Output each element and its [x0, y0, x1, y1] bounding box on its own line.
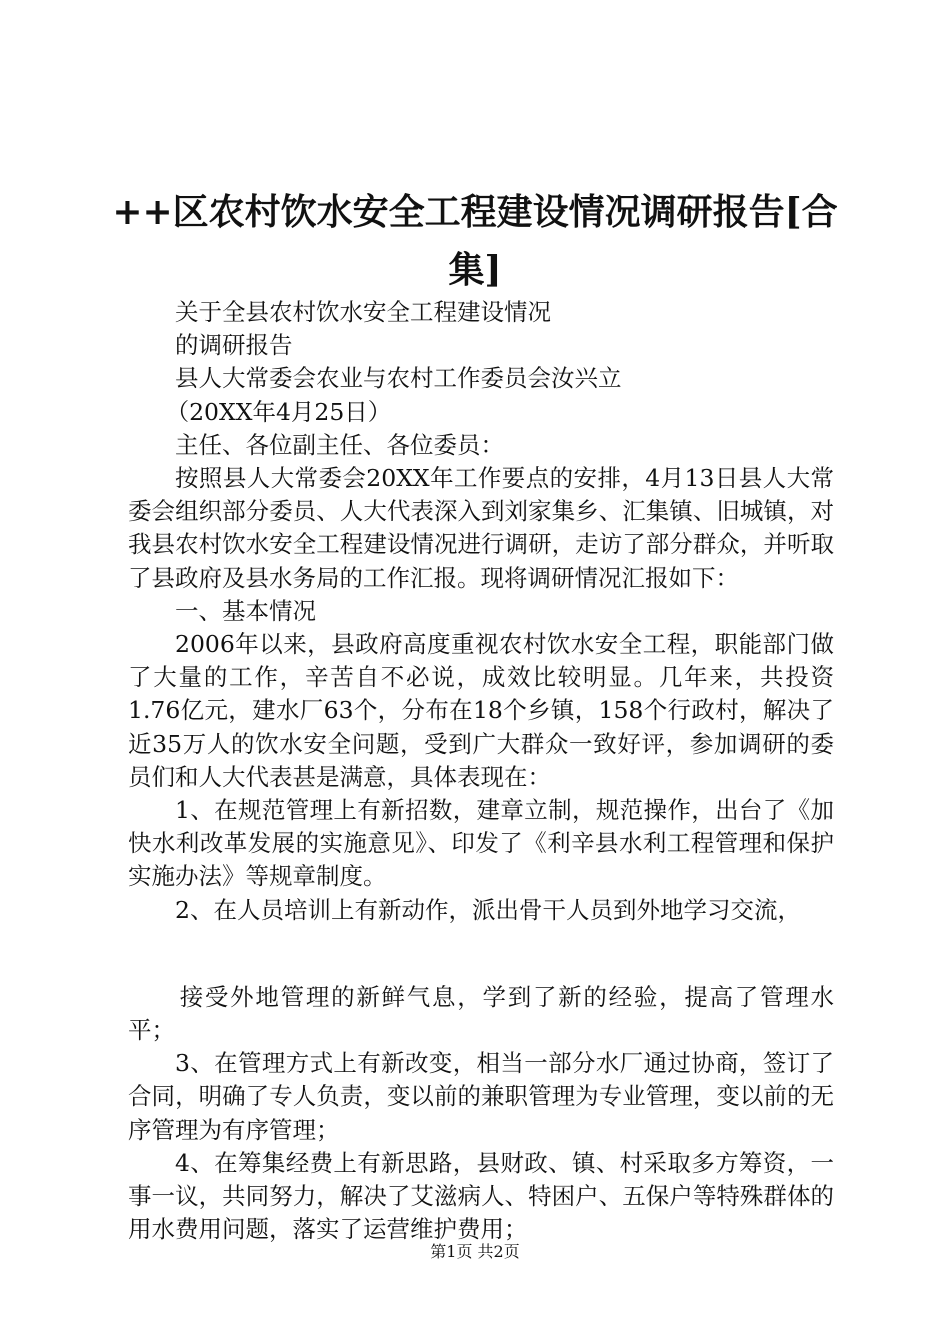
- page-footer: 第1页 共2页: [430, 1242, 520, 1261]
- paragraph-item-1: 1、在规范管理上有新招数，建章立制，规范操作，出台了《加快水利改革发展的实施意见》、印发了《利辛县水利工程管理和保护实施办法》等规章制度。: [128, 796, 834, 891]
- paragraph-heading-line-1: 关于全县农村饮水安全工程建设情况: [175, 298, 551, 326]
- paragraph-date: （20XX年4月25日）: [165, 397, 392, 426]
- paragraph-salutation: 主任、各位副主任、各位委员：: [175, 430, 504, 459]
- paragraph-gap: [128, 927, 834, 981]
- paragraph-author: 县人大常委会农业与农村工作委员会汝兴立: [175, 364, 622, 393]
- paragraph-heading-line-2: 的调研报告: [175, 331, 293, 360]
- document-body: [128, 296, 834, 1246]
- paragraph-item-2-continued: 接受外地管理的新鲜气息，学到了新的经验，提高了管理水平；: [128, 982, 834, 1045]
- paragraph-item-3: 3、在管理方式上有新改变，相当一部分水厂通过协商，签订了合同，明确了专人负责，变以前的兼职管理为专业管理，变以前的无序管理为有序管理；: [128, 1049, 834, 1144]
- paragraph-item-2: 2、在人员培训上有新动作，派出骨干人员到外地学习交流，: [175, 895, 801, 924]
- paragraph-intro: 按照县人大常委会20XX年工作要点的安排，4月13日县人大常委会组织部分委员、人大代表深入到刘家集乡、汇集镇、旧城镇，对我县农村饮水安全工程建设情况进行调研，走访了部分群众，并听取了县政府及县水务局的工作汇报。现将调研情况汇报如下：: [128, 464, 834, 592]
- paragraph-item-4: 4、在筹集经费上有新思路，县财政、镇、村采取多方筹资，一事一议，共同努力，解决了艾滋病人、特困户、五保户等特殊群体的用水费用问题，落实了运营维护费用；: [128, 1148, 834, 1244]
- paragraph-basic-situation: 2006年以来，县政府高度重视农村饮水安全工程，职能部门做了大量的工作，辛苦自不必说，成效比较明显。几年来，共投资1.76亿元，建水厂63个，分布在18个乡镇，158个行政村，解决了近35万人的饮水安全问题，受到广大群众一致好评，参加调研的委员们和人大代表甚是满意，具体表现在：: [128, 630, 834, 791]
- document-title: ++区农村饮水安全工程建设情况调研报告[合集]: [112, 191, 838, 291]
- paragraph-section-heading: 一、基本情况: [175, 596, 316, 625]
